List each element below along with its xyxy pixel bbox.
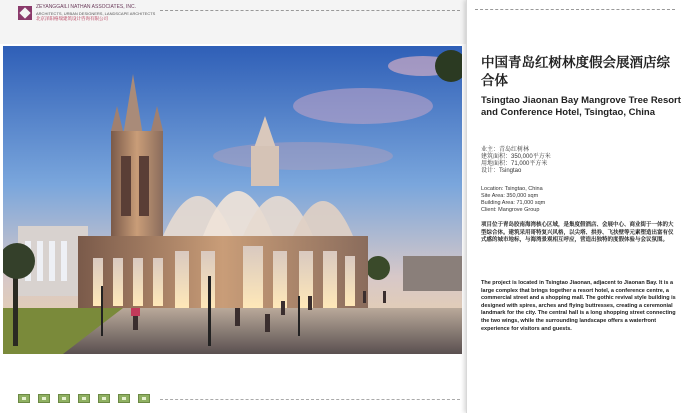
page-button-5[interactable] bbox=[98, 394, 110, 403]
fact-line: 用地面积：71,000平方米 bbox=[481, 161, 548, 167]
location-line: Site Area: 350,000 sqm bbox=[481, 193, 539, 199]
project-description-cn: 项目位于青岛胶南海湾核心区域，是集度假酒店、会展中心、商业街于一体的大型综合体。建筑采用哥特复兴风格，以尖塔、拱券、飞扶壁等元素塑造出富有仪式感的城市地标，与海湾景观相互呼应，营造出独特的度假体验与会议氛围。 bbox=[481, 222, 674, 243]
page-indicator-icon bbox=[102, 397, 106, 400]
project-facts-cn bbox=[481, 147, 681, 175]
company-logo-icon bbox=[18, 6, 32, 20]
company-subtitle: ARCHITECTS, URBAN DESIGNERS, LANDSCAPE ARCHITECTS bbox=[36, 11, 156, 16]
footer-divider bbox=[160, 399, 460, 400]
company-name: ZEYANGGAILI NATHAN ASSOCIATES, INC. bbox=[36, 4, 137, 10]
page-button-6[interactable] bbox=[118, 394, 130, 403]
project-info-panel bbox=[466, 0, 685, 413]
page-button-1[interactable] bbox=[18, 394, 30, 403]
location-line: Client: Mangrove Group bbox=[481, 207, 540, 213]
page-button-3[interactable] bbox=[58, 394, 70, 403]
project-facts-en bbox=[481, 186, 681, 214]
page-button-4[interactable] bbox=[78, 394, 90, 403]
project-description-en: The project is located in Tsingtao Jiaonan, adjacent to Jiaonan Bay. It is a large complex that brings together a resort hotel, a conference centre, a commercial street and a shopping mall. The gothic revival style building is designed with spires, arches and flying buttresses, creating a ceremonial landmark for the city. The central hall is a long shopping street connecting the two wings, while the surrounding landscape offers a waterfront experience for visitors and guests. bbox=[481, 280, 676, 332]
fact-line: 业主：青岛红树林 bbox=[481, 147, 530, 153]
project-title-en: Tsingtao Jiaonan Bay Mangrove Tree Resort and Conference Hotel, Tsingtao, China bbox=[481, 95, 681, 118]
location-line: Location: Tsingtao, China bbox=[481, 186, 543, 192]
page-navigation bbox=[18, 394, 150, 404]
project-title-cn: 中国青岛红树林度假会展酒店综合体 bbox=[481, 55, 670, 88]
fact-line: 建筑面积：350,000平方米 bbox=[481, 154, 551, 160]
page-button-7[interactable] bbox=[138, 394, 150, 403]
page-indicator-icon bbox=[142, 397, 146, 400]
fact-line: 设计：Tsingtao bbox=[481, 168, 522, 174]
page-indicator-icon bbox=[22, 397, 26, 400]
project-rendering-image bbox=[3, 46, 462, 354]
page-indicator-icon bbox=[122, 397, 126, 400]
page-indicator-icon bbox=[42, 397, 46, 400]
location-line: Building Area: 71,000 sqm bbox=[481, 200, 546, 206]
company-name-cn: 北京泽阳格瑞建筑设计咨询有限公司 bbox=[36, 16, 108, 21]
panel-divider bbox=[475, 9, 675, 10]
header-divider bbox=[160, 10, 460, 11]
page-indicator-icon bbox=[62, 397, 66, 400]
page-indicator-icon bbox=[82, 397, 86, 400]
page-button-2[interactable] bbox=[38, 394, 50, 403]
